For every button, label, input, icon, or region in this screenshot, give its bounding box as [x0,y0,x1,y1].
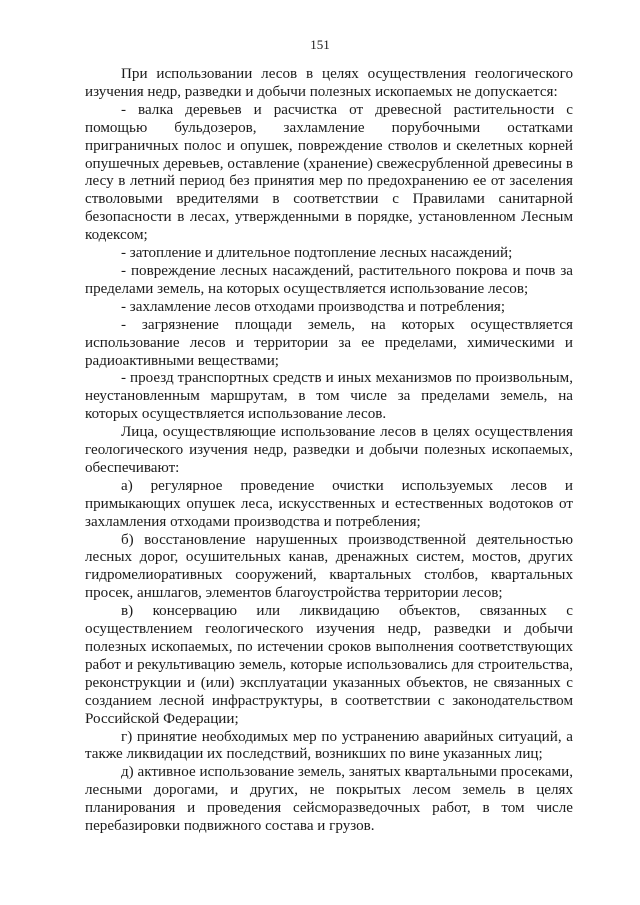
paragraph-obligation-c: в) консервацию или ликвидацию объектов, связанных с осуществлением геологического изучения недр, разведки и добычи полезных ископаемых, по истечении сроков выполнения соответствующих работ и рекультивацию земель, которые использовались для строительства, реконструкции и (или) эксплуатации указанных объектов, не связанных с созданием лесной инфраструктуры, в соответствии с законодательством Российской Федерации; [85,603,573,727]
paragraph-item-littering: - захламление лесов отходами производства и потребления; [121,298,506,315]
paragraph-obligations-intro: Лица, осуществляющие использование лесов в целях осуществления геологического изучения недр, разведки и добычи полезных ископаемых, обеспечивают: [85,424,573,476]
paragraph-obligation-e: д) активное использование земель, занятых квартальными просеками, лесными дорогами, и других, не покрытых лесом земель в целях планирования и проведения сейсморазведочных работ, в том числе перебазировки подвижного состава и грузов. [85,764,573,835]
paragraph-item-vehicles: - проезд транспортных средств и иных механизмов по произвольным, неустановленным маршрутам, в том числе за пределами земель, на которых осуществляется использование лесов. [85,370,573,423]
paragraph-obligation-d: г) принятие необходимых мер по устранению аварийных ситуаций, а также ликвидации их последствий, возникших по вине указанных лиц; [85,728,573,763]
paragraph-item-damage: - повреждение лесных насаждений, растительного покрова и почв за пределами земель, на которых осуществляется использование лесов; [85,262,573,297]
paragraph-item-pollution: - загрязнение площади земель, на которых осуществляется использование лесов и территории за ее пределами, химическими и радиоактивными веществами; [85,316,573,369]
paragraph-intro: При использовании лесов в целях осуществления геологического изучения недр, разведки и добычи полезных ископаемых не допускается: [85,66,573,100]
paragraph-item-felling: - валка деревьев и расчистка от древесной растительности с помощью бульдозеров, захламление порубочными остатками приграничных полос и опушек, повреждение стволов и скелетных корней опушечных деревьев, оставление (хранение) свежесрубленной древесины в лесу в летний период без принятия мер по предохранению ее от заселения стволовыми вредителями в соответствии с Правилами санитарной безопасности в лесах, утвержденными в порядке, установленном Лесным кодексом; [85,101,573,244]
paragraph-obligation-b: б) восстановление нарушенных производственной деятельностью лесных дорог, осушительных канав, дренажных систем, мостов, других гидромелиоративных сооружений, квартальных столбов, квартальных просек, аншлагов, элементов благоустройства территории лесов; [85,531,573,602]
paragraph-obligation-a: а) регулярное проведение очистки используемых лесов и примыкающих опушек леса, искусственных и естественных водотоков от захламления отходами производства и потребления; [85,477,573,530]
paragraph-item-flooding: - затопление и длительное подтопление лесных насаждений; [121,245,513,262]
document-body [85,66,573,836]
page-number: 151 [310,37,330,52]
